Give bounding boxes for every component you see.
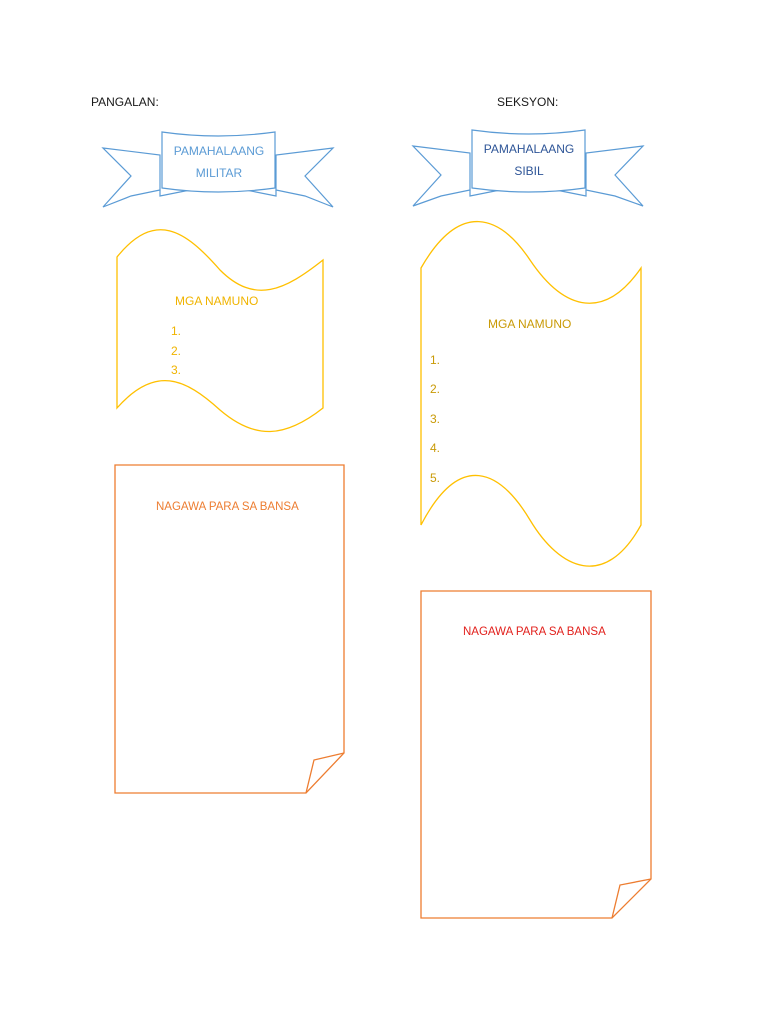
left-leaders-title: MGA NAMUNO — [175, 294, 259, 308]
right-leader-item: 1. — [430, 353, 441, 367]
right-leader-item: 5. — [430, 470, 441, 485]
right-banner-line2: SIBIL — [514, 164, 544, 178]
page-shape-right — [421, 591, 651, 918]
left-banner-line2: MILITAR — [195, 166, 243, 180]
page-shape-left — [115, 465, 344, 793]
right-leader-item: 2. — [430, 382, 441, 397]
right-leaders-list — [430, 346, 440, 493]
right-leaders-title: MGA NAMUNO — [488, 317, 572, 331]
left-leader-item: 2. — [171, 343, 182, 358]
left-banner-line1: PAMAHALAANG — [173, 144, 265, 158]
left-leader-item: 3. — [171, 363, 182, 377]
right-leader-item: 3. — [430, 411, 441, 426]
right-leader-item: 4. — [430, 441, 441, 456]
left-leaders-list — [171, 322, 181, 381]
left-banner-title — [162, 140, 276, 184]
right-banner-line1: PAMAHALAANG — [483, 142, 575, 156]
right-banner-title — [472, 138, 586, 182]
left-achievements-title: NAGAWA PARA SA BANSA — [156, 501, 299, 513]
scroll-shape-left — [117, 230, 323, 432]
section-label: SEKSYON: — [497, 95, 559, 109]
right-achievements-title: NAGAWA PARA SA BANSA — [463, 626, 606, 638]
name-label: PANGALAN: — [91, 95, 159, 109]
scroll-shape-right — [421, 222, 641, 567]
left-leader-item: 1. — [171, 324, 182, 338]
